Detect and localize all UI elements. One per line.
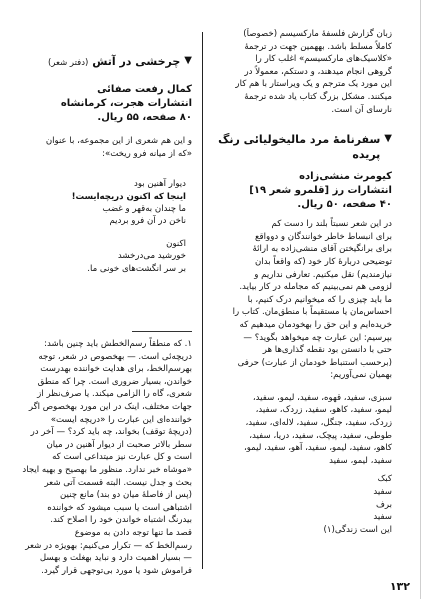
poem-line: برف <box>375 499 392 510</box>
poem-line: این است زندگی(۱) <box>323 524 392 535</box>
footnote-line: است و کل عبارت نیز میتداعی است که <box>52 452 192 463</box>
text-line: و این هم شعری از این مجموعه، با عنوان <box>45 136 192 146</box>
left-column <box>12 28 192 577</box>
section-title: چرخشی در آتش <box>92 55 181 68</box>
section-heading <box>212 132 392 162</box>
footnote-line: بهرسم‌الخط، برای هدایت خواننده بهدرست <box>40 364 192 375</box>
poem-line: دیوار آهنین بود <box>134 179 186 190</box>
text-line: توضیحی دربارهٔ کار خود (که واقعاً بدان <box>255 256 392 267</box>
poem-line: زردک، سفید، جنگل، سفید، لاله‌ای، سفید، <box>245 418 392 429</box>
book-publisher: انتشارات رز [قلمرو شعر ۱۹] <box>249 185 392 197</box>
text-line: میکنند. مشکل بزرگ کتاب یاد شده ترجمهٔ <box>244 91 392 102</box>
book-details: ۸۰ صفحه، ۵۵ ریال. <box>97 112 192 123</box>
poem-line: خورشید می‌درخشد <box>117 251 186 262</box>
right-column <box>212 28 392 577</box>
footnote-line: بیدرنگ اشتباه خواندن خود را اصلاح کند. <box>50 515 192 526</box>
book-author: کیومرث منشی‌زاده <box>299 171 392 183</box>
footnote-line: خواننده‌ای این عبارت را «دریچه ایست» <box>50 414 192 425</box>
text-line: زبان گزارش فلسفهٔ مارکسیسم (خصوصاً) <box>243 29 392 39</box>
footnote-line: — بسیار اهمیت دارد و نباید بهغلت و بهسل <box>39 553 192 564</box>
footnote-line: «موشاه خبر ندارد. منظور ما بهصیح و بهیه ایجاد <box>22 464 192 475</box>
poem-line: بر سر انگشت‌های خونی ما. <box>87 263 186 274</box>
footnote-line: ۱. که منطقاً رسم‌الخطش باید چنین باشد: <box>44 339 192 350</box>
footnote <box>12 338 192 577</box>
text-line: لزومی هم نمی‌بینیم که مجامله در کار بیاید. <box>239 282 392 293</box>
book-details: ۴۰ صفحه، ۵۰ ریال. <box>297 199 392 211</box>
footnote-line: جهات مختلف، اینک در این مورد بهخصوص اگر <box>28 402 192 412</box>
poem-line: ناخن در آن فرو بردیم <box>109 216 186 227</box>
text-line: ما باید چیزی را که میخوانیم درک کنیم، با <box>247 294 392 305</box>
intro-paragraph <box>212 28 392 116</box>
text-line: نارسای آن است. <box>331 104 392 115</box>
footnote-line: قصد ما تنها توجه دادن به موضوع <box>74 527 192 538</box>
text-line: نیازمندیم) نقل میکنیم. تعارفی نداریم و <box>254 269 392 280</box>
section-title: سفرنامهٔ مرد مالیخولیائی رنگ <box>218 133 381 147</box>
footnote-line: فراموش شود یا مورد بی‌توجهی قرار گیرد. <box>41 565 192 576</box>
review-body <box>212 218 392 382</box>
text-line: خریده‌ایم و این حق را بهخودمان میدهیم که <box>239 319 392 330</box>
text-line: بهمیان نمی‌آوریم: <box>330 370 392 381</box>
poem-line: سفید <box>373 512 392 523</box>
text-line: این مورد یک مترجم و یک ویراستار با هم کار <box>235 79 392 90</box>
poem-line: ما چندان به‌قهر و غضب <box>102 204 186 214</box>
column-divider <box>202 32 203 569</box>
text-line: در این شعر نسبتاً بلند را دست کم <box>271 219 392 230</box>
book-meta <box>212 170 392 212</box>
triangle-marker-icon: ▼ <box>184 55 192 66</box>
text-line: کاملاً مسلط باشد. بههمین جهت در ترجمهٔ <box>244 41 392 52</box>
text-line: احساس‌مان یا مستقیماً با منطق‌مان. کتاب را <box>232 307 392 318</box>
poem-line: اینجا که اکنون دریچه‌ایست! <box>71 191 186 202</box>
text-line: گروهی انجام میدهند، و دستکم، معمولاً در <box>244 66 392 77</box>
text-line: «کلاسیک‌های مارکسیسم» اغلب کار را <box>255 54 392 65</box>
text-line: برای انبساط خاطر خوانندگان و دوواقع <box>254 231 392 242</box>
text-line: «که از میانه فرو ریخت»: <box>102 148 192 159</box>
book-author: کمال رفعت صفائی <box>97 84 192 95</box>
poem-line: سفید، لیمو، سفید <box>329 455 392 466</box>
poem-line: لیمو، سفید، کاهو، سفید، زردک، سفید، <box>255 405 392 416</box>
book-meta <box>12 83 192 125</box>
book-publisher: انتشارات هجرت، کرمانشاه <box>60 98 192 109</box>
section-heading <box>12 54 192 71</box>
quoted-poem <box>12 178 192 275</box>
footnote-line: رسم‌الخط که — تکرار می‌کنیم: بهویژه در شعر <box>25 540 192 551</box>
footnote-line: (دریچهٔ توقف) بخواند، چه باید کرد؟ — آخر در <box>30 427 192 438</box>
intro-paragraph <box>12 135 192 160</box>
text-line: حتی با دانستن بود نقطه گذاری‌ها هر <box>262 345 392 356</box>
triangle-marker-icon: ▼ <box>384 133 392 145</box>
footnote-line: خواندن، بسیار ضروری است. چرا که منطق <box>37 376 192 387</box>
section-title-sub: (دفتر شعر) <box>47 58 89 68</box>
poem-line: کاهو، سفید، لیمو، سفید، آهو، سفید، لیمو، <box>243 443 392 454</box>
poem-line: طوطی، سفید، پیچک، سفید، دریا، سفید، <box>249 430 392 441</box>
footnote-separator <box>132 331 192 332</box>
poem-line: اکنون <box>166 238 186 249</box>
section-title-cont: پریده <box>352 148 381 162</box>
page-number: ۱۳۲ <box>389 580 410 593</box>
poem-line: سفید <box>373 487 392 498</box>
quoted-poem <box>212 392 392 537</box>
text-line: (برحسب استنباط خودمان از عبارت) حرفی <box>237 357 392 368</box>
footnote-line: اشتباهی است یا سبب میشود که خواننده <box>47 502 192 513</box>
footnote-line: سطر بالاتر صحبت از دیوار آهنین در میان <box>46 439 192 450</box>
footnote-line: دریچه‌ئی است. — بهخصوص در شعر، توجه <box>38 351 192 362</box>
footnote-line: بحث و جدل نیست. البته قسمت آتی شعر <box>44 477 192 488</box>
footnote-line: (پس از فاصلهٔ میان دو بند) مانع چنین <box>59 490 192 501</box>
poem-line: سبزی، سفید، قهوه، سفید، لیمو، سفید، <box>252 392 392 403</box>
text-line: برای برانگیختن آقای منشی‌زاده به ارائهٔ <box>252 244 392 255</box>
poem-line: کبک <box>377 474 392 485</box>
footnote-line: شعری، گاه را الزامی میکند. یا صرف‌نظر از <box>37 389 192 400</box>
text-line: بپرسیم: این عبارت چه میخواهد بگوید؟ — <box>243 332 392 343</box>
